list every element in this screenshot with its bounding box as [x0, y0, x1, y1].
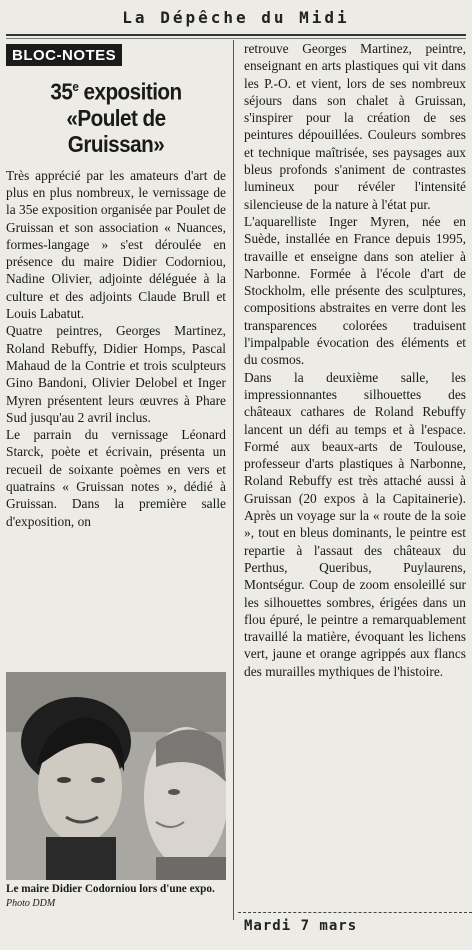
paragraph: Très apprécié par les amateurs d'art de plus en plus nombreux, le vernissage de la 35e exposition organisée par Poulet de Gruissan et son association « Nuances, formes-langage » s'est déroulée en présence du maire Didier Codorniou, Nadine Olivier, adjointe déléguée à la culture et des adjoints Claude Brull et Louis Labatut. — [6, 167, 226, 322]
paragraph: retrouve Georges Martinez, peintre, enseignant en arts plastiques qui vit dans les P.-O. et vient, lors de ses nombreux séjours dans son chalet à Gruissan, s'inspirer pour la création de ses peintures dépouillées. Couleurs sombres et technique maîtrisée, ses paysages aux bleus profonds s'animent de contrastes lumineux pour révéler l'intensité silencieuse de la nature à l'état pur. — [244, 41, 466, 212]
section-label: BLOC-NOTES — [6, 44, 122, 66]
left-body — [6, 167, 226, 530]
masthead: La Dépêche du Midi — [122, 8, 350, 27]
left-column — [6, 44, 226, 530]
headline-sup: e — [72, 79, 79, 94]
right-column — [244, 40, 466, 680]
footer-rule — [238, 912, 472, 913]
paragraph: Quatre peintres, Georges Martinez, Roland Rebuffy, Didier Homps, Pascal Mahaud de la Contrie et trois sculpteurs Gino Bandoni, Olivier Delobel et Inger Myren présentent leurs œuvres à Phare Sud jusqu'au 2 avril inclus. — [6, 323, 226, 425]
caption-text: Le maire Didier Codorniou lors d'une expo. — [6, 883, 215, 895]
paragraph: L'aquarelliste Inger Myren, née en Suède, installée en France depuis 1995, travaille et enseigne dans son atelier à Narbonne. Formée à l'école d'art de Stockholm, elle présente des sculptures, compositions abstraites en verre dont les transparences colorées traduisent l'impalpable évocation des éléments et du cosmos. — [244, 213, 466, 368]
headline-line-3: Gruissan» — [67, 130, 165, 157]
headline — [17, 74, 215, 157]
column-divider — [233, 40, 234, 920]
paragraph: Le parrain du vernissage Léonard Starck, poète et écrivain, présenta un recueil de soixante poèmes en vers et quatrains « Gruissan notes », dédié à Gruissan. Dans la première salle d'exposition, on — [6, 427, 226, 529]
paragraph: Dans la deuxième salle, les impressionnantes silhouettes des châteaux cathares de Roland Rebuffy lancent un défi au temps et à l'espace. Formé aux beaux-arts de Toulouse, professeur d'arts plastiques à Narbonne, Roland Rebuffy est très attaché aussi à Gruissan (20 expos à la Capitainerie). Après un voyage sur la « route de la soie », tout en bleus dominants, le peintre est repartie à l'assaut des châteaux du Perthus, Queribus, Puylaurens, Montségur. Coup de zoom ensoleillé sur les silhouettes sombres, érigées dans un flou épuré, le peintre a remarquablement travaillé la matière, évoquant les lichens vert, jaune et orange agrippés aux flancs des murailles mythiques de l'histoire. — [244, 369, 466, 679]
right-body — [244, 40, 466, 680]
masthead-rule-thin — [6, 38, 466, 39]
photo-caption — [6, 882, 230, 911]
photo-credit: Photo DDM — [6, 898, 56, 909]
headline-line-1-rest: exposition — [78, 78, 182, 105]
headline-line-2: «Poulet de — [66, 104, 166, 131]
headline-number: 35 — [50, 78, 73, 105]
photo-image — [6, 672, 226, 880]
masthead-rule — [6, 34, 466, 36]
photo — [6, 672, 226, 880]
footer-date: Mardi 7 mars — [244, 918, 358, 934]
headline-line-1 — [17, 74, 215, 105]
